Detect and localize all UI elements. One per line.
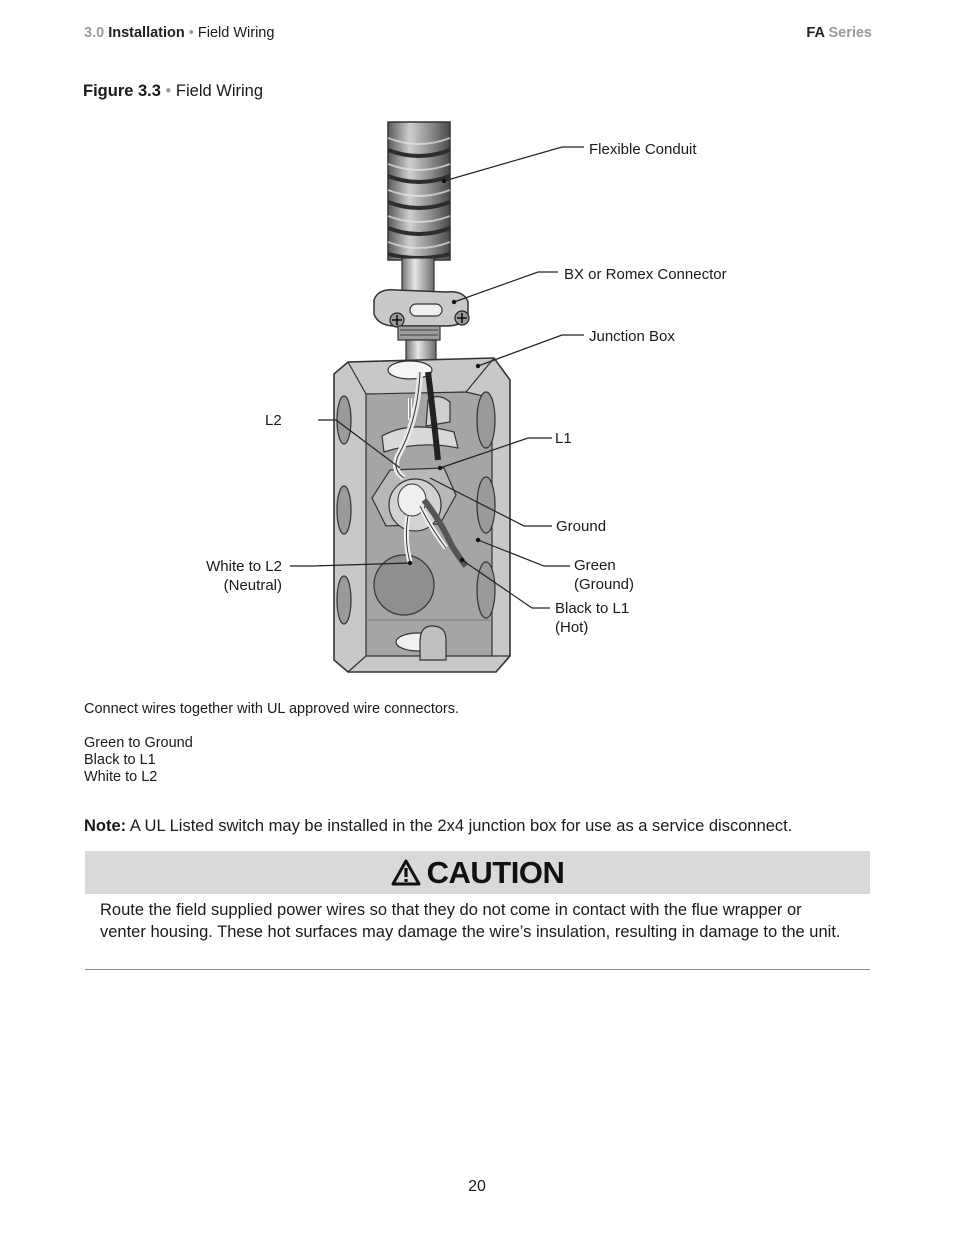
series-suffix: Series [828, 25, 872, 41]
field-wiring-diagram [0, 110, 954, 680]
series-prefix: FA [806, 25, 825, 41]
page-number: 20 [468, 1178, 486, 1195]
label-l1: L1 [555, 430, 572, 447]
header-separator: • [188, 25, 194, 41]
figure-caption [83, 82, 263, 101]
running-header-series [806, 25, 872, 41]
note-label: Note: [84, 817, 127, 835]
label-neutral: (Neutral) [223, 577, 282, 594]
caution-text: Route the field supplied power wires so that they do not come in contact with the flue wrapper or venter housing. These hot surfaces may damage the wire’s insulation, resulting in damage to the unit. [100, 901, 841, 941]
warning-triangle-icon [391, 859, 421, 886]
label-junction-box: Junction Box [589, 328, 675, 345]
figure-title: Field Wiring [175, 82, 264, 100]
note-text: A UL Listed switch may be installed in the 2x4 junction box for use as a service disconnect. [129, 817, 793, 835]
connect-instruction: Connect wires together with UL approved wire connectors. [84, 701, 460, 717]
label-green: Green [574, 557, 616, 574]
label-l2: L2 [265, 412, 282, 429]
note [84, 817, 792, 836]
subsection-title: Field Wiring [197, 25, 275, 41]
figure-number: Figure 3.3 [83, 82, 161, 100]
flexible-conduit [388, 122, 450, 260]
section-number: 3.0 [84, 25, 105, 41]
label-connector: BX or Romex Connector [564, 266, 727, 283]
section-title: Installation [108, 25, 185, 41]
wire-pair-list [84, 735, 193, 786]
wire-pair-item: Black to L1 [84, 752, 156, 768]
figure-separator: • [165, 82, 172, 100]
caution-title: CAUTION [426, 854, 565, 890]
label-hot: (Hot) [555, 619, 589, 636]
label-flexible-conduit: Flexible Conduit [589, 141, 697, 158]
caution-banner [85, 851, 870, 894]
label-ground: Ground [556, 518, 607, 535]
label-white-to-l2: White to L2 [206, 558, 282, 575]
label-black-to-l1: Black to L1 [555, 600, 630, 617]
running-header-section [84, 25, 274, 41]
wire-pair-item: White to L2 [84, 769, 158, 785]
label-green-ground: (Ground) [574, 576, 635, 593]
caution-divider [85, 969, 870, 970]
wire-pair-item: Green to Ground [84, 735, 193, 751]
